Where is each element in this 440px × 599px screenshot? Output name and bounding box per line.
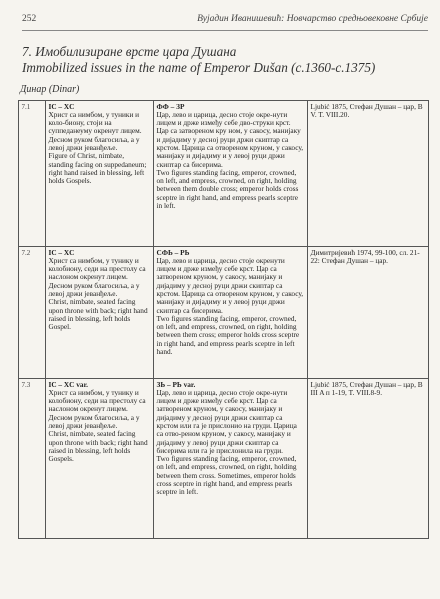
section-title-sr: 7. Имобилизиране врсте цара Душана bbox=[22, 44, 237, 59]
obverse-description-sr: Христ са нимбом, у тунику и колобиону, седи на престолу са наслоном окренут лицем. Десном руком благосиља, а у левој држи јеванђеље. bbox=[48, 387, 146, 430]
running-head bbox=[22, 14, 428, 30]
reverse-description-en: Two figures standing facing, emperor, crowned, on left, and empress, crowned, on right, holding between them cross. Sometimes, emperor holds cross sceptre in right hand, and empress pearls sceptre in left. bbox=[156, 454, 297, 497]
literature-cell bbox=[308, 379, 429, 539]
running-title: Вујадин Иванишевић: Новчарство средњовековне Србије bbox=[197, 14, 428, 24]
obverse-cell bbox=[46, 247, 154, 379]
page-number: 252 bbox=[22, 14, 37, 24]
catalog-table bbox=[18, 100, 429, 539]
obverse-description-en: Figure of Christ, nimbate, standing facing on suppedaneum; right hand raised in blessing, left holds Gospels. bbox=[48, 151, 147, 186]
reverse-legend: СФЬ – РЬ bbox=[156, 247, 190, 257]
obverse-legend: IC – XC var. bbox=[48, 379, 88, 389]
header-rule bbox=[22, 30, 428, 31]
section-title bbox=[22, 44, 432, 76]
literature-reference: Димитријевић 1974, 99-100, сл. 21-22: Стефан Душан – цар. bbox=[310, 247, 420, 265]
obverse-description-sr: Христ са нимбом, у туники и коло-биону, стоји на суппеданеуму окренут лицем. Десном руком благосиља, а у левој држи јеванђеље. bbox=[48, 109, 142, 152]
reverse-cell bbox=[154, 379, 308, 539]
reverse-description-en: Two figures standing facing, emperor, crowned, on left, and empress, crowned, on right, holding between them double cross; emperor holds cross sceptre in right hand, and empress pearls sceptre in left. bbox=[156, 167, 299, 211]
obverse-legend: IC – XC bbox=[48, 101, 75, 111]
reverse-cell bbox=[154, 101, 308, 247]
section-title-en: Immobilized issues in the name of Emperor Dušan (c.1360-c.1375) bbox=[22, 60, 376, 75]
catalog-number: 7.3 bbox=[19, 379, 46, 539]
obverse-cell bbox=[46, 379, 154, 539]
obverse-legend: IC – XC bbox=[48, 247, 75, 257]
literature-cell bbox=[308, 101, 429, 247]
reverse-cell bbox=[154, 247, 308, 379]
table-row bbox=[19, 379, 429, 539]
obverse-cell bbox=[46, 101, 154, 247]
obverse-description-sr: Христ са нимбом, у тунику и колобиону, седи на престолу са наслоном окренут лицем. Десном руком благосиља, а у левој држи јеванђеље. bbox=[48, 255, 146, 298]
reverse-legend: ФΦ – ЗР bbox=[156, 101, 185, 111]
reverse-description-sr: Цар, лево и царица, десно стоје окре-нути лицем и држе између себе дво-струки крст. Цар са затвореном кру ном, у сакосу, манијаку и дијадиму у десној руци држи скиптар са крстом. Царица са отвореном круном, у сакосу, манијаку и дијадиму и у левој руци држи скиптар са бисерима. bbox=[156, 109, 304, 169]
reverse-description-sr: Цар, лево и царица, десно стоје окре-нути лицем и држе између себе крст. Цар са затвореном круном, у сакосу, манијаку и дијадиму у десној руци држи скиптар са крстом или га је прислонио на груди. Царица са отво-реном круном, у сакосу, манијаку и дијадиму у левој руци држи скиптар са бисерима или га је прислонила на груди. bbox=[156, 387, 297, 455]
reverse-legend: ЗЬ – РЬ var. bbox=[156, 379, 196, 389]
literature-cell bbox=[308, 247, 429, 379]
literature-reference: Ljubić 1875, Стефан Душан – цар, B III A п 1-19, T. VIII.8-9. bbox=[310, 379, 423, 397]
catalog-number: 7.2 bbox=[19, 247, 46, 379]
table-row bbox=[19, 247, 429, 379]
catalog-number: 7.1 bbox=[19, 101, 46, 247]
reverse-description-en: Two figures standing facing, emperor, crowned, on left, and empress, crowned, on right, holding between them cross; emperor holds cross sceptre in right hand, and empress pearls sceptre in left hand. bbox=[156, 313, 300, 357]
obverse-description-en: Christ, nimbate, seated facing upon throne with back; right hand raised in blessing, left holds Gospel. bbox=[48, 297, 148, 332]
section-subtitle: Динар (Dinar) bbox=[20, 84, 80, 95]
table-row bbox=[19, 101, 429, 247]
literature-reference: Ljubić 1875, Стефан Душан – цар, B V. T. VIII.20. bbox=[310, 101, 423, 119]
obverse-description-en: Christ, nimbate, seated facing upon throne with back; right hand raised in blessing, left holds Gospels. bbox=[48, 429, 148, 464]
reverse-description-sr: Цар, лево и царица, десно стоје окренути лицем и држе између себе крст. Цар са затвореном круном, у сакосу, манијаку и дијадиму у десној руци држи скиптар са крстом. Царица са отвореном круном, у сакосу, манијаку и дијадиму и у левој руци држи скиптар са бисерима. bbox=[156, 255, 304, 315]
